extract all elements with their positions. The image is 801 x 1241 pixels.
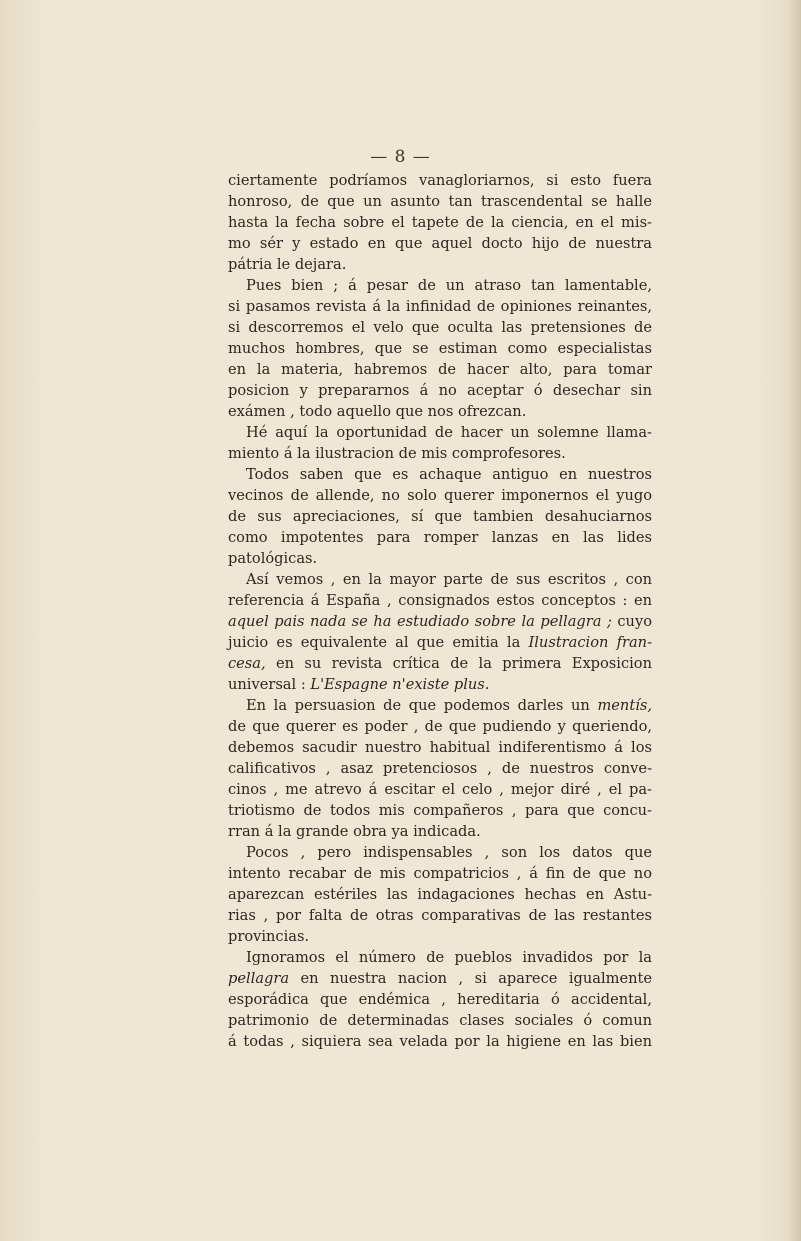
text-line-part: en su revista crítica de la primera Exposicion <box>265 655 652 672</box>
text-line: vecinos de allende, no solo querer imponernos el yugo <box>228 487 652 504</box>
text-line: Pocos , pero indispensables , son los datos que <box>246 844 652 861</box>
text-line: miento á la ilustracion de mis comprofesores. <box>228 445 566 462</box>
text-line: patrimonio de determinadas clases sociales ó comun <box>228 1012 652 1029</box>
text-line: de que querer es poder , de que pudiendo y queriendo, <box>228 718 652 735</box>
page-number: — 8 — <box>370 147 431 167</box>
text-line: á todas , siquiera sea velada por la higiene en las bien <box>228 1033 652 1050</box>
text-line <box>228 968 652 989</box>
italic-phrase: L'Espagne n'existe plus. <box>310 676 490 693</box>
text-line: posicion y prepararnos á no aceptar ó desechar sin <box>228 382 652 399</box>
text-line: de sus apreciaciones, sí que tambien desahuciarnos <box>228 508 652 525</box>
italic-phrase: cesa, <box>228 655 266 672</box>
text-line: si pasamos revista á la infinidad de opiniones reinantes, <box>228 298 652 315</box>
text-line: rran á la grande obra ya indicada. <box>228 823 481 840</box>
text-line: si descorremos el velo que oculta las pretensiones de <box>228 319 652 336</box>
text-line-part: cuyo <box>611 613 652 630</box>
text-line <box>228 653 652 674</box>
text-line <box>228 674 652 695</box>
text-line: calificativos , asaz pretenciosos , de nuestros conve- <box>228 760 652 777</box>
text-line <box>228 632 652 653</box>
italic-phrase: aquel pais nada se ha estudiado sobre la pellagra ; <box>228 613 612 630</box>
text-line <box>228 695 652 716</box>
text-line: aparezcan estériles las indagaciones hechas en Astu- <box>228 886 652 903</box>
text-line: rias , por falta de otras comparativas de las restantes <box>228 907 652 924</box>
text-line-part: en nuestra nacion , si aparece igualmente <box>289 970 652 987</box>
italic-phrase: mentís, <box>597 697 652 714</box>
text-line: Ignoramos el número de pueblos invadidos por la <box>246 949 652 966</box>
text-line <box>228 590 652 611</box>
text-line: cinos , me atrevo á escitar el celo , mejor diré , el pa- <box>228 781 652 798</box>
text-line: patológicas. <box>228 550 318 567</box>
text-line: Hé aquí la oportunidad de hacer un solemne llama- <box>246 424 652 441</box>
text-line: mo sér y estado en que aquel docto hijo de nuestra <box>228 235 652 252</box>
text-line: Todos saben que es achaque antiguo en nuestros <box>246 466 652 483</box>
text-line: Así vemos , en la mayor parte de sus escritos , con <box>246 571 652 588</box>
body-text <box>228 170 652 1052</box>
text-line: honroso, de que un asunto tan trascendental se halle <box>228 193 652 210</box>
text-line-part: juicio es equivalente al que emitia la <box>228 634 529 651</box>
text-line: como impotentes para romper lanzas en las lides <box>228 529 652 546</box>
text-line-part: En la persuasion de que podemos darles un <box>246 697 598 714</box>
text-line-part: universal : <box>228 676 311 693</box>
text-line: hasta la fecha sobre el tapete de la ciencia, en el mis- <box>228 214 652 231</box>
text-line: esporádica que endémica , hereditaria ó accidental, <box>228 991 652 1008</box>
text-line: debemos sacudir nuestro habitual indiferentismo á los <box>228 739 652 756</box>
text-line: provincias. <box>228 928 310 945</box>
text-line-part: referencia á España , consignados estos conceptos : en <box>228 592 652 609</box>
text-line: muchos hombres, que se estiman como especialistas <box>228 340 652 357</box>
italic-phrase: pellagra <box>228 970 290 987</box>
text-line: exámen , todo aquello que nos ofrezcan. <box>228 403 527 420</box>
text-line: pátria le dejara. <box>228 256 347 273</box>
text-line <box>228 611 652 632</box>
italic-phrase: Ilustracion fran- <box>528 634 653 651</box>
text-line: Pues bien ; á pesar de un atraso tan lamentable, <box>246 277 652 294</box>
text-line: intento recabar de mis compatricios , á fin de que no <box>228 865 652 882</box>
text-line: ciertamente podríamos vanagloriarnos, si esto fuera <box>228 172 652 189</box>
page-edge-shadow <box>787 0 801 1241</box>
text-line: triotismo de todos mis compañeros , para que concu- <box>228 802 652 819</box>
text-line: en la materia, habremos de hacer alto, para tomar <box>228 361 652 378</box>
